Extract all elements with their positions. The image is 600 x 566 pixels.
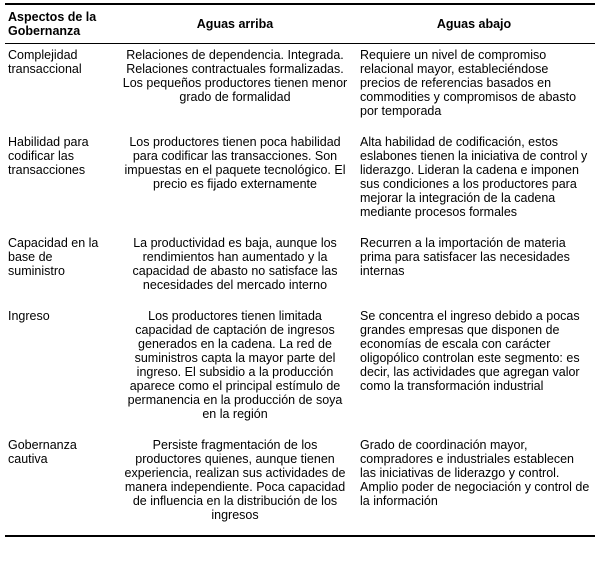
header-aguas-abajo: Aguas abajo (353, 4, 595, 44)
governance-table (5, 3, 595, 537)
table-row-ingreso (5, 305, 595, 434)
cell-aguas-arriba: Los productores tienen poca habilidad para codificar las transacciones. Son impuestas en el paquete tecnológico. El precio es fijado externamente (124, 135, 346, 191)
cell-aspect: Capacidad en la base de suministro (8, 236, 99, 278)
cell-aspect: Ingreso (8, 309, 50, 323)
cell-aguas-abajo: Se concentra el ingreso debido a pocas grandes empresas que disponen de economías de escala con carácter oligopólico controlan este segmento: es decir, las actividades que agregan valor como la transformación industrial (360, 309, 580, 393)
table-row-capacidad-suministro (5, 232, 595, 305)
cell-aguas-abajo: Grado de coordinación mayor, compradores e industriales establecen las iniciativas de liderazgo y control. Amplio poder de negociación y control de la información (360, 438, 590, 508)
header-aguas-arriba: Aguas arriba (117, 4, 353, 44)
table-row-complejidad-transaccional (5, 44, 595, 132)
cell-aspect: Complejidad transaccional (8, 48, 82, 76)
header-row (5, 4, 595, 44)
cell-aguas-arriba: Los productores tienen limitada capacidad de captación de ingresos generados en la cadena. La red de suministros capta la mayor parte del ingreso. El subsidio a la producción aparece como el principal estímulo de permanencia en la producción de soya en la región (127, 309, 343, 421)
cell-aguas-arriba: Relaciones de dependencia. Integrada. Relaciones contractuales formalizadas. Los pequeños productores tienen menor grado de formalidad (122, 48, 348, 104)
table-row-gobernanza-cautiva (5, 434, 595, 536)
cell-aguas-abajo: Requiere un nivel de compromiso relacional mayor, estableciéndose precios de referencias basados en commodities y compromisos de abasto por temporada (360, 48, 577, 118)
cell-aguas-arriba: Persiste fragmentación de los productores quienes, aunque tienen experiencia, realizan sus actividades de manera independiente. Poca capacidad de influencia en la distribución de los ingresos (124, 438, 346, 522)
cell-aspect: Habilidad para codificar las transacciones (8, 135, 89, 177)
cell-aspect: Gobernanza cautiva (8, 438, 77, 466)
cell-aguas-abajo: Recurren a la importación de materia prima para satisfacer las necesidades internas (360, 236, 570, 278)
header-aspectos-gobernanza: Aspectos de la Gobernanza (5, 4, 117, 44)
table-row-habilidad-codificar (5, 131, 595, 232)
cell-aguas-abajo: Alta habilidad de codificación, estos eslabones tienen la iniciativa de control y liderazgo. Lideran la cadena e imponen sus condiciones a los productores para mejorar la integración de la cadena mediante procesos formales (360, 135, 588, 219)
cell-aguas-arriba: La productividad es baja, aunque los rendimientos han aumentado y la capacidad de abasto no satisface las necesidades del mercado interno (132, 236, 338, 292)
